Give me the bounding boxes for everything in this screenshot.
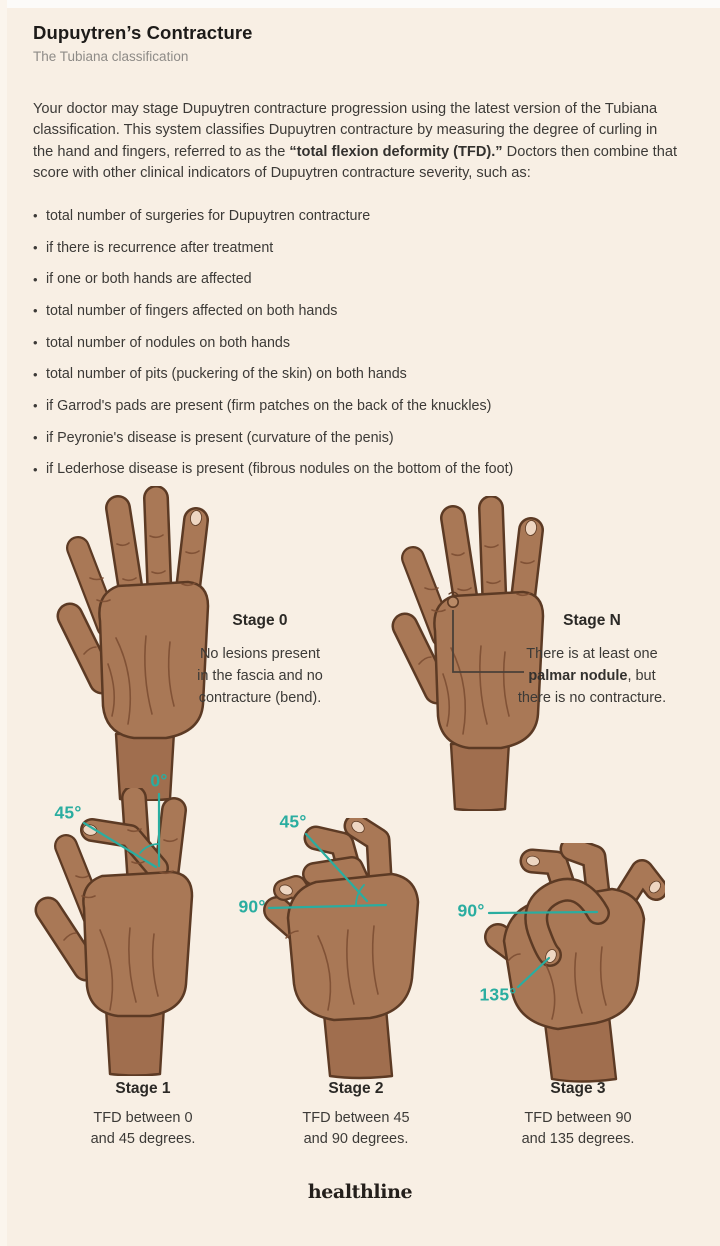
intro-text-after: Doctors then combine that score with other clinical indicators of Dupuytren contracture severity, such as: <box>33 143 678 182</box>
stage-0-title: Stage 0 <box>232 612 288 629</box>
list-item <box>33 295 693 327</box>
bullet-marker: • <box>33 240 38 256</box>
list-item-text: if Peyronie's disease is present (curvature of the penis) <box>46 429 394 446</box>
palmar-nodule-term: palmar nodule <box>528 668 628 684</box>
bullet-marker: • <box>33 366 38 382</box>
stage-2-hand-illustration <box>240 818 440 1080</box>
bullet-marker: • <box>33 430 38 446</box>
page-edge-left <box>0 0 7 1246</box>
stage-0-description: No lesions present in the fascia and no contracture (bend). <box>197 646 323 706</box>
list-item-text: total number of nodules on both hands <box>46 334 291 351</box>
stage-1-title: Stage 1 <box>115 1080 171 1097</box>
list-item-text: if Lederhose disease is present (fibrous nodules on the bottom of the foot) <box>46 461 514 478</box>
stage-3-title: Stage 3 <box>550 1080 606 1097</box>
intro-bold-term: “total flexion deformity (TFD).” <box>289 143 503 160</box>
stage-1-description: TFD between 0 and 45 degrees. <box>90 1110 196 1147</box>
angle-label-45-s2: 45° <box>279 811 307 832</box>
indicator-list <box>33 200 693 485</box>
intro-text: Your doctor may stage Dupuytren contracture progression using the latest version of the Tubiana classification. This system classifies Dupuytren contracture by measuring the degree of curling in the hand and fingers, referred to as the <box>33 100 658 160</box>
list-item <box>33 390 693 422</box>
angle-label-90-s3: 90° <box>457 900 485 921</box>
bullet-marker: • <box>33 335 38 351</box>
page-edge-top <box>0 0 720 8</box>
angle-label-90-s2: 90° <box>238 896 266 917</box>
stage-2-description: TFD between 45 and 90 degrees. <box>302 1110 410 1147</box>
stage-3-hand-illustration <box>460 843 665 1083</box>
list-item <box>33 327 693 359</box>
bullet-marker: • <box>33 461 38 477</box>
list-item-text: if there is recurrence after treatment <box>46 239 274 256</box>
bullet-marker: • <box>33 208 38 224</box>
bullet-marker: • <box>33 303 38 319</box>
intro-paragraph <box>33 99 678 185</box>
list-item <box>33 232 693 264</box>
angle-label-45-s1: 45° <box>54 802 82 823</box>
list-item-text: total number of pits (puckering of the skin) on both hands <box>46 366 407 383</box>
list-item <box>33 454 693 486</box>
angle-label-135: 135° <box>479 984 517 1005</box>
stage-n-title: Stage N <box>563 612 621 629</box>
stage-2-caption <box>271 1080 441 1150</box>
stage-1-hand-illustration <box>32 788 222 1076</box>
page-title: Dupuytren’s Contracture <box>33 22 253 43</box>
bent-finger-hand-90 <box>240 818 440 1080</box>
page-subtitle: The Tubiana classification <box>33 49 189 64</box>
header <box>33 22 253 64</box>
stage-3-description: TFD between 90 and 135 degrees. <box>521 1110 635 1147</box>
list-item-text: total number of fingers affected on both hands <box>46 302 338 319</box>
list-item-text: if Garrod's pads are present (firm patches on the back of the knuckles) <box>46 397 492 414</box>
list-item <box>33 422 693 454</box>
stage-0-caption <box>180 612 340 709</box>
curled-finger-hand-135 <box>460 843 665 1083</box>
stage-2-title: Stage 2 <box>328 1080 384 1097</box>
stage-n-caption <box>499 612 685 709</box>
stage-1-caption <box>58 1080 228 1150</box>
stage-3-caption <box>493 1080 663 1150</box>
list-item-text: total number of surgeries for Dupuytren contracture <box>46 207 371 224</box>
list-item <box>33 263 693 295</box>
list-item <box>33 200 693 232</box>
angle-label-0: 0° <box>150 770 168 791</box>
healthline-logo: healthline <box>307 1181 413 1203</box>
list-item <box>33 358 693 390</box>
list-item-text: if one or both hands are affected <box>46 271 252 288</box>
bullet-marker: • <box>33 271 38 287</box>
stage-n-description: There is at least one palmar nodule, but there is no contracture. <box>517 646 667 706</box>
bent-finger-hand-45 <box>32 788 222 1076</box>
bullet-marker: • <box>33 398 38 414</box>
palmar-nodule <box>448 597 458 607</box>
